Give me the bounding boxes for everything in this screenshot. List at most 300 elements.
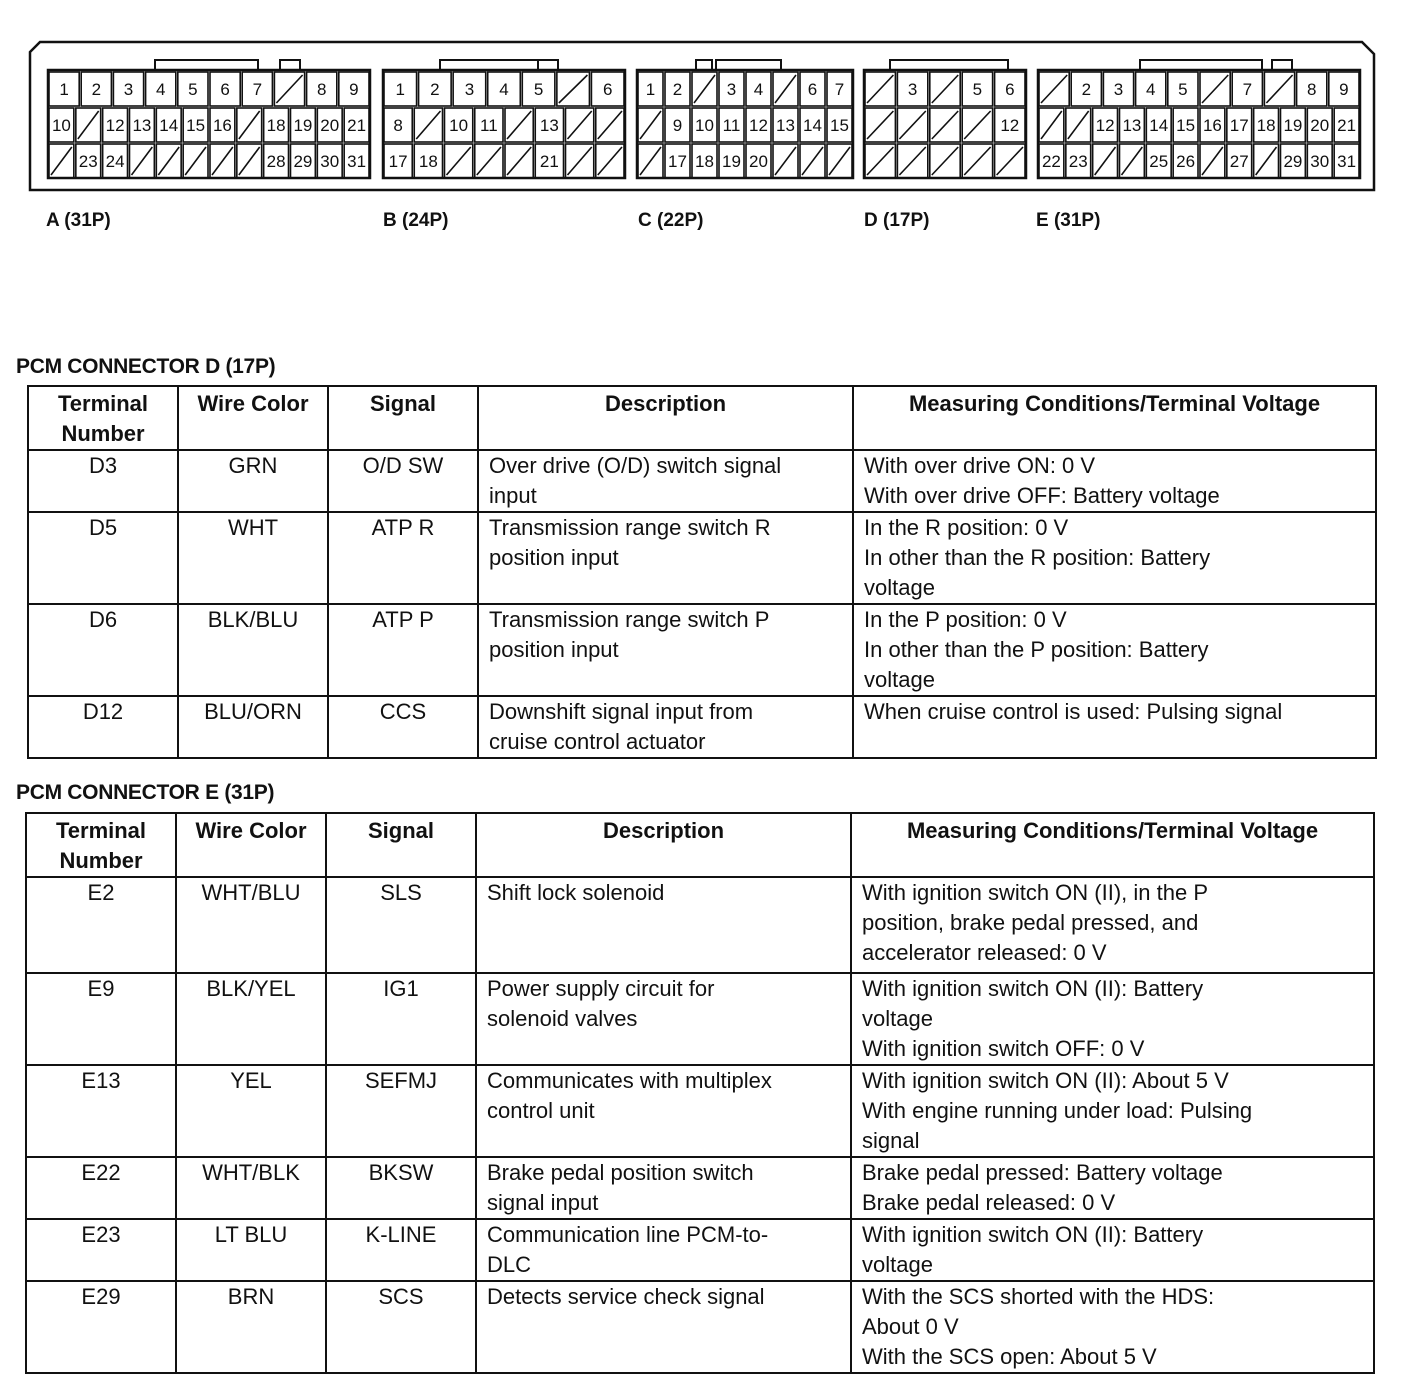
empty-terminal-cell xyxy=(773,144,798,178)
terminal-number: 6 xyxy=(220,80,230,99)
terminal-cell xyxy=(49,108,74,142)
signal-cell: SEFMJ xyxy=(326,1065,476,1157)
empty-terminal-cell xyxy=(1066,108,1091,142)
empty-terminal-cell xyxy=(1120,144,1145,178)
signal-cell: ATP R xyxy=(328,512,478,604)
signal-cell: K-LINE xyxy=(326,1219,476,1281)
terminal-cell xyxy=(1281,108,1306,142)
terminal-number: 8 xyxy=(316,80,327,99)
header-signal: Signal xyxy=(326,813,476,877)
terminal-number-cell: D5 xyxy=(28,512,178,604)
signal-cell: BKSW xyxy=(326,1157,476,1219)
terminal-number: 29 xyxy=(1283,152,1303,171)
terminal-number: 27 xyxy=(1229,152,1249,171)
terminal-cell xyxy=(1200,108,1225,142)
empty-terminal-cell xyxy=(930,72,960,106)
terminal-cell xyxy=(414,144,442,178)
terminal-cell xyxy=(995,108,1025,142)
header-signal: Signal xyxy=(328,386,478,450)
terminal-number: 4 xyxy=(1145,80,1156,99)
empty-terminal-cell xyxy=(930,108,960,142)
terminal-cell xyxy=(1334,144,1359,178)
terminal-cell xyxy=(317,108,342,142)
empty-terminal-cell xyxy=(505,108,533,142)
empty-terminal-cell xyxy=(76,108,101,142)
latch-key xyxy=(155,60,258,70)
terminal-number: 19 xyxy=(293,116,313,135)
terminal-number: 18 xyxy=(266,116,286,135)
terminal-number: 6 xyxy=(1005,80,1015,99)
empty-terminal-cell xyxy=(865,108,895,142)
terminal-number: 2 xyxy=(1081,80,1092,99)
terminal-number-cell: E2 xyxy=(26,877,176,973)
terminal-number: 11 xyxy=(722,116,741,135)
wire-color-cell: BLK/BLU xyxy=(178,604,328,696)
terminal-number: 2 xyxy=(672,80,683,99)
table-row xyxy=(26,1157,1374,1219)
empty-terminal-cell xyxy=(1254,144,1279,178)
terminal-cell xyxy=(692,108,717,142)
wire-color-cell: BLK/YEL xyxy=(176,973,326,1065)
header-wire-color: Wire Color xyxy=(178,386,328,450)
terminal-number-cell: E9 xyxy=(26,973,176,1065)
terminal-cell xyxy=(1329,72,1359,106)
connector-diagram xyxy=(0,0,1408,200)
description-cell: Communicates with multiplex control unit xyxy=(476,1065,851,1157)
terminal-number: 3 xyxy=(464,80,475,99)
terminal-number: 16 xyxy=(1202,116,1222,135)
terminal-number: 18 xyxy=(418,152,438,171)
connector-label-a: A (31P) xyxy=(46,210,111,231)
terminal-number: 23 xyxy=(1068,152,1088,171)
terminal-number: 13 xyxy=(1122,116,1142,135)
empty-terminal-cell xyxy=(183,144,208,178)
table-header-row xyxy=(26,813,1374,877)
terminal-cell xyxy=(264,144,289,178)
empty-terminal-cell xyxy=(773,72,798,106)
empty-terminal-cell xyxy=(237,144,262,178)
empty-terminal-cell xyxy=(566,108,594,142)
terminal-cell xyxy=(419,72,452,106)
empty-terminal-cell xyxy=(800,144,825,178)
terminal-number: 20 xyxy=(749,152,768,171)
empty-terminal-cell xyxy=(930,144,960,178)
terminal-cell xyxy=(384,72,417,106)
connector-label-d: D (17P) xyxy=(864,210,930,231)
terminal-cell xyxy=(692,144,717,178)
terminal-number: 13 xyxy=(776,116,795,135)
description-cell: Detects service check signal xyxy=(476,1281,851,1373)
pcm-connector-d-table xyxy=(27,385,1377,759)
terminal-number-cell: E29 xyxy=(26,1281,176,1373)
terminal-number: 17 xyxy=(668,152,687,171)
wire-color-cell: YEL xyxy=(176,1065,326,1157)
terminal-cell xyxy=(103,108,128,142)
empty-terminal-cell xyxy=(557,72,590,106)
terminal-number: 28 xyxy=(266,152,286,171)
terminal-number: 14 xyxy=(803,116,822,135)
header-terminal-number: Terminal Number xyxy=(28,386,178,450)
terminal-cell xyxy=(1232,72,1262,106)
empty-terminal-cell xyxy=(505,144,533,178)
header-measuring-conditions: Measuring Conditions/Terminal Voltage xyxy=(853,386,1376,450)
connector-a xyxy=(48,60,370,178)
terminal-number: 8 xyxy=(393,116,403,135)
header-wire-color: Wire Color xyxy=(176,813,326,877)
terminal-number: 12 xyxy=(1000,116,1020,135)
latch-key xyxy=(538,60,558,70)
measuring-conditions-cell: Brake pedal pressed: Battery voltage Brake pedal released: 0 V xyxy=(851,1157,1374,1219)
terminal-number: 7 xyxy=(834,80,845,99)
terminal-cell xyxy=(453,72,486,106)
terminal-number: 1 xyxy=(645,80,656,99)
empty-terminal-cell xyxy=(130,144,155,178)
terminal-cell xyxy=(773,108,798,142)
terminal-cell xyxy=(665,144,690,178)
table-row xyxy=(28,604,1376,696)
terminal-number: 10 xyxy=(695,116,714,135)
terminal-number: 12 xyxy=(1095,116,1115,135)
measuring-conditions-cell: With ignition switch ON (II): Battery voltage xyxy=(851,1219,1374,1281)
empty-terminal-cell xyxy=(237,108,262,142)
signal-cell: IG1 xyxy=(326,973,476,1065)
terminal-cell xyxy=(384,144,412,178)
wire-color-cell: WHT/BLK xyxy=(176,1157,326,1219)
terminal-number: 8 xyxy=(1306,80,1317,99)
terminal-cell xyxy=(1334,108,1359,142)
terminal-cell xyxy=(49,72,79,106)
terminal-cell xyxy=(76,144,101,178)
terminal-cell xyxy=(344,144,369,178)
terminal-cell xyxy=(719,72,744,106)
header-terminal-number: Terminal Number xyxy=(26,813,176,877)
terminal-cell xyxy=(210,108,235,142)
terminal-number: 22 xyxy=(1041,152,1061,171)
terminal-cell xyxy=(1120,108,1145,142)
terminal-cell xyxy=(665,72,690,106)
terminal-cell xyxy=(103,144,128,178)
terminal-number: 9 xyxy=(349,80,359,99)
empty-terminal-cell xyxy=(865,144,895,178)
terminal-number: 5 xyxy=(972,80,983,99)
description-cell: Shift lock solenoid xyxy=(476,877,851,973)
terminal-number: 20 xyxy=(1310,116,1330,135)
terminal-number: 10 xyxy=(51,116,71,135)
table-row xyxy=(26,1219,1374,1281)
measuring-conditions-cell: With the SCS shorted with the HDS: About 0 V With the SCS open: About 5 V xyxy=(851,1281,1374,1373)
terminal-number: 21 xyxy=(539,152,559,171)
terminal-number: 2 xyxy=(91,80,102,99)
terminal-number: 14 xyxy=(159,116,179,135)
table-row xyxy=(28,512,1376,604)
terminal-number: 15 xyxy=(186,116,206,135)
empty-terminal-cell xyxy=(638,144,663,178)
terminal-cell xyxy=(1071,72,1101,106)
terminal-cell xyxy=(1103,72,1133,106)
pcm-connector-e-table xyxy=(25,812,1375,1374)
measuring-conditions-cell: When cruise control is used: Pulsing signal xyxy=(853,696,1376,758)
description-cell: Transmission range switch P position input xyxy=(478,604,853,696)
latch-key xyxy=(440,60,538,70)
terminal-cell xyxy=(1146,144,1171,178)
description-cell: Downshift signal input from cruise control actuator xyxy=(478,696,853,758)
empty-terminal-cell xyxy=(210,144,235,178)
header-measuring-conditions: Measuring Conditions/Terminal Voltage xyxy=(851,813,1374,877)
latch-key xyxy=(890,60,1008,70)
terminal-cell xyxy=(591,72,624,106)
terminal-number: 16 xyxy=(212,116,232,135)
terminal-number: 18 xyxy=(1256,116,1276,135)
header-description: Description xyxy=(476,813,851,877)
terminal-cell xyxy=(307,72,337,106)
empty-terminal-cell xyxy=(995,144,1025,178)
terminal-number: 12 xyxy=(749,116,768,135)
terminal-cell xyxy=(638,72,663,106)
terminal-number: 30 xyxy=(1310,152,1330,171)
terminal-cell xyxy=(291,144,316,178)
empty-terminal-cell xyxy=(692,72,717,106)
terminal-cell xyxy=(475,108,503,142)
terminal-cell xyxy=(827,108,852,142)
terminal-cell xyxy=(264,108,289,142)
empty-terminal-cell xyxy=(1039,108,1064,142)
terminal-cell xyxy=(113,72,143,106)
terminal-number: 25 xyxy=(1149,152,1169,171)
signal-cell: O/D SW xyxy=(328,450,478,512)
terminal-number-cell: D12 xyxy=(28,696,178,758)
terminal-cell xyxy=(344,108,369,142)
latch-key xyxy=(716,60,781,70)
terminal-number: 17 xyxy=(388,152,408,171)
description-cell: Transmission range switch R position input xyxy=(478,512,853,604)
empty-terminal-cell xyxy=(638,108,663,142)
terminal-number: 3 xyxy=(1113,80,1124,99)
empty-terminal-cell xyxy=(827,144,852,178)
terminal-cell xyxy=(1039,144,1064,178)
terminal-number: 17 xyxy=(1229,116,1249,135)
terminal-number: 9 xyxy=(672,116,683,135)
connector-label-e: E (31P) xyxy=(1036,210,1101,231)
measuring-conditions-cell: With ignition switch ON (II): About 5 V With engine running under load: Pulsing signal xyxy=(851,1065,1374,1157)
terminal-number: 3 xyxy=(907,80,918,99)
terminal-number: 5 xyxy=(533,80,544,99)
terminal-number: 31 xyxy=(1337,152,1357,171)
table-row xyxy=(28,450,1376,512)
empty-terminal-cell xyxy=(596,144,624,178)
wire-color-cell: BLU/ORN xyxy=(178,696,328,758)
terminal-cell xyxy=(522,72,555,106)
terminal-cell xyxy=(317,144,342,178)
empty-terminal-cell xyxy=(156,144,181,178)
pcm-connector-e-title: PCM CONNECTOR E (31P) xyxy=(16,781,275,804)
terminal-cell xyxy=(488,72,521,106)
latch-key xyxy=(696,60,712,70)
terminal-cell xyxy=(800,108,825,142)
terminal-cell xyxy=(242,72,272,106)
terminal-cell xyxy=(746,144,771,178)
empty-terminal-cell xyxy=(865,72,895,106)
terminal-number: 12 xyxy=(105,116,125,135)
terminal-number: 4 xyxy=(753,80,764,99)
table-row xyxy=(26,1065,1374,1157)
empty-terminal-cell xyxy=(1093,144,1118,178)
terminal-number: 3 xyxy=(123,80,134,99)
empty-terminal-cell xyxy=(962,144,992,178)
terminal-number: 23 xyxy=(78,152,98,171)
description-cell: Power supply circuit for solenoid valves xyxy=(476,973,851,1065)
connector-d xyxy=(864,60,1026,178)
terminal-number: 21 xyxy=(347,116,367,135)
terminal-cell xyxy=(1227,144,1252,178)
terminal-number: 4 xyxy=(155,80,166,99)
empty-terminal-cell xyxy=(414,108,442,142)
measuring-conditions-cell: In the R position: 0 V In other than the R position: Battery voltage xyxy=(853,512,1376,604)
signal-cell: ATP P xyxy=(328,604,478,696)
terminal-cell xyxy=(1297,72,1327,106)
terminal-number: 6 xyxy=(602,80,613,99)
terminal-number: 5 xyxy=(188,80,198,99)
terminal-cell xyxy=(1227,108,1252,142)
empty-terminal-cell xyxy=(1264,72,1294,106)
empty-terminal-cell xyxy=(1039,72,1069,106)
measuring-conditions-cell: With over drive ON: 0 V With over drive OFF: Battery voltage xyxy=(853,450,1376,512)
empty-terminal-cell xyxy=(274,72,304,106)
wire-color-cell: GRN xyxy=(178,450,328,512)
terminal-number: 29 xyxy=(293,152,313,171)
terminal-cell xyxy=(156,108,181,142)
terminal-cell xyxy=(995,72,1025,106)
terminal-cell xyxy=(827,72,852,106)
terminal-cell xyxy=(665,108,690,142)
terminal-number-cell: E23 xyxy=(26,1219,176,1281)
connector-label-c: C (22P) xyxy=(638,210,704,231)
terminal-number: 31 xyxy=(347,152,367,171)
terminal-cell xyxy=(1254,108,1279,142)
empty-terminal-cell xyxy=(897,144,927,178)
header-description: Description xyxy=(478,386,853,450)
connector-e xyxy=(1038,60,1360,178)
terminal-cell xyxy=(746,72,771,106)
terminal-cell xyxy=(719,144,744,178)
terminal-cell xyxy=(1168,72,1198,106)
measuring-conditions-cell: With ignition switch ON (II), in the P position, brake pedal pressed, and accelerator released: 0 V xyxy=(851,877,1374,973)
wire-color-cell: BRN xyxy=(176,1281,326,1373)
empty-terminal-cell xyxy=(1200,144,1225,178)
terminal-number: 13 xyxy=(539,116,559,135)
empty-terminal-cell xyxy=(1200,72,1230,106)
terminal-number: 9 xyxy=(1339,80,1349,99)
terminal-cell xyxy=(210,72,240,106)
terminal-cell xyxy=(1136,72,1166,106)
terminal-number-cell: D3 xyxy=(28,450,178,512)
terminal-cell xyxy=(291,108,316,142)
description-cell: Brake pedal position switch signal input xyxy=(476,1157,851,1219)
latch-key xyxy=(280,60,300,70)
terminal-number: 1 xyxy=(395,80,406,99)
terminal-number: 13 xyxy=(132,116,152,135)
empty-terminal-cell xyxy=(897,108,927,142)
terminal-number-cell: E22 xyxy=(26,1157,176,1219)
terminal-cell xyxy=(130,108,155,142)
table-row xyxy=(26,973,1374,1065)
terminal-cell xyxy=(719,108,744,142)
terminal-number: 21 xyxy=(1337,116,1357,135)
description-cell: Over drive (O/D) switch signal input xyxy=(478,450,853,512)
wire-color-cell: WHT/BLU xyxy=(176,877,326,973)
terminal-number: 14 xyxy=(1149,116,1169,135)
terminal-cell xyxy=(1066,144,1091,178)
terminal-cell xyxy=(1173,108,1198,142)
terminal-cell xyxy=(1281,144,1306,178)
terminal-cell xyxy=(1307,144,1332,178)
terminal-cell xyxy=(1146,108,1171,142)
terminal-cell xyxy=(535,108,563,142)
terminal-number: 6 xyxy=(807,80,818,99)
terminal-cell xyxy=(1307,108,1332,142)
terminal-cell xyxy=(746,108,771,142)
wire-color-cell: WHT xyxy=(178,512,328,604)
terminal-number: 19 xyxy=(722,152,741,171)
empty-terminal-cell xyxy=(596,108,624,142)
terminal-number: 2 xyxy=(430,80,440,99)
table-header-row xyxy=(28,386,1376,450)
terminal-number: 1 xyxy=(59,80,69,99)
signal-cell: CCS xyxy=(328,696,478,758)
measuring-conditions-cell: In the P position: 0 V In other than the P position: Battery voltage xyxy=(853,604,1376,696)
terminal-number: 15 xyxy=(830,116,849,135)
connector-label-b: B (24P) xyxy=(383,210,449,231)
connector-c xyxy=(637,60,853,178)
terminal-cell xyxy=(146,72,176,106)
terminal-number: 26 xyxy=(1176,152,1196,171)
empty-terminal-cell xyxy=(566,144,594,178)
terminal-cell xyxy=(962,72,992,106)
connector-b xyxy=(383,60,625,178)
terminal-cell xyxy=(445,108,473,142)
description-cell: Communication line PCM-to- DLC xyxy=(476,1219,851,1281)
terminal-cell xyxy=(81,72,111,106)
signal-cell: SLS xyxy=(326,877,476,973)
terminal-number: 18 xyxy=(695,152,714,171)
terminal-cell xyxy=(1093,108,1118,142)
terminal-number-cell: D6 xyxy=(28,604,178,696)
terminal-number: 4 xyxy=(499,80,509,99)
table-row xyxy=(28,696,1376,758)
measuring-conditions-cell: With ignition switch ON (II): Battery voltage With ignition switch OFF: 0 V xyxy=(851,973,1374,1065)
terminal-number: 3 xyxy=(726,80,737,99)
terminal-cell xyxy=(339,72,369,106)
pcm-connector-d-title: PCM CONNECTOR D (17P) xyxy=(16,355,276,378)
terminal-number: 5 xyxy=(1178,80,1188,99)
empty-terminal-cell xyxy=(962,108,992,142)
terminal-number: 7 xyxy=(252,80,263,99)
terminal-cell xyxy=(1173,144,1198,178)
empty-terminal-cell xyxy=(475,144,503,178)
table-row xyxy=(26,877,1374,973)
terminal-number: 7 xyxy=(1242,80,1253,99)
latch-key xyxy=(1140,60,1262,70)
signal-cell: SCS xyxy=(326,1281,476,1373)
terminal-cell xyxy=(800,72,825,106)
terminal-cell xyxy=(897,72,927,106)
terminal-number: 30 xyxy=(320,152,340,171)
empty-terminal-cell xyxy=(49,144,74,178)
wire-color-cell: LT BLU xyxy=(176,1219,326,1281)
terminal-cell xyxy=(384,108,412,142)
terminal-number: 15 xyxy=(1176,116,1196,135)
terminal-number: 11 xyxy=(480,116,498,135)
terminal-number: 19 xyxy=(1283,116,1303,135)
